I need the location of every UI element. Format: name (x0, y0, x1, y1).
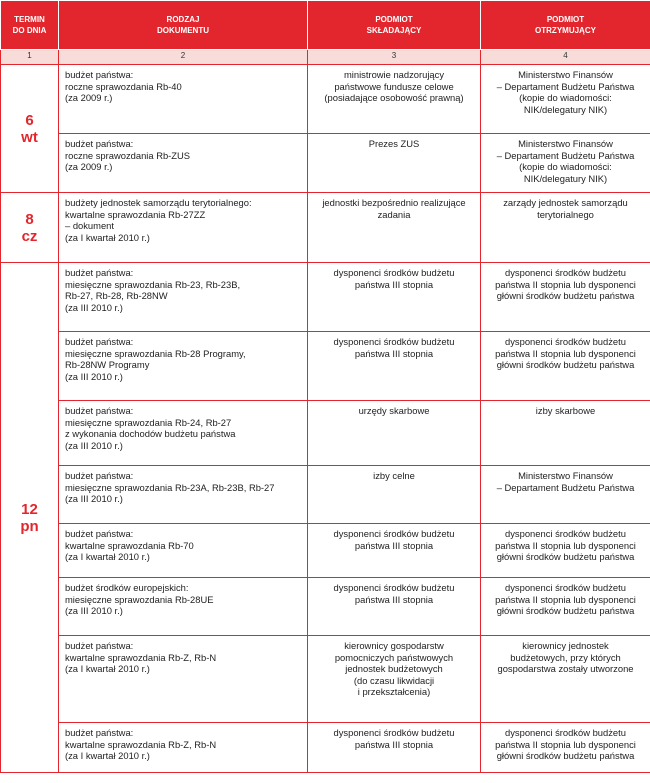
deadline-cell (1, 263, 59, 773)
deadline-cell (1, 193, 59, 263)
table-row (1, 134, 650, 193)
recipient-cell-line: izby skarbowe (535, 405, 596, 416)
document-type-cell-line: – dokument (65, 220, 114, 231)
submitter-cell-line: państwa III stopnia (354, 278, 434, 290)
submitter-cell-line: jednostek budżetowych (345, 663, 443, 674)
document-type-cell-line: budżet państwa: (65, 470, 134, 481)
document-type-cell (59, 524, 308, 578)
submitter-cell-line: zadania (377, 208, 411, 220)
document-type-cell-line: budżet państwa: (65, 69, 134, 80)
document-type-cell-line: miesięczne sprawozdania Rb-23, Rb-23B, (65, 278, 241, 290)
recipient-cell (481, 263, 650, 332)
submitter-cell-line: ministrowie nadzorujący (343, 69, 445, 80)
submitter-cell (308, 193, 481, 263)
submitter-cell-line: dysponenci środków budżetu (333, 528, 455, 539)
document-type-cell (59, 65, 308, 134)
document-type-cell-line: budżet państwa: (65, 138, 134, 149)
submitter-cell-line: jednostki bezpośrednio realizujące (322, 197, 466, 208)
recipient-cell (481, 65, 650, 134)
document-type-cell-line: (za III 2010 r.) (65, 439, 123, 451)
recipient-cell (481, 524, 650, 578)
recipient-cell-line: dysponenci środków budżetu (505, 727, 626, 738)
deadline-cell (1, 65, 59, 193)
document-type-cell-line: z wykonania dochodów budżetu państwa (65, 428, 236, 439)
document-type-cell-line: budżet państwa: (65, 336, 134, 347)
document-type-cell-line: budżet środków europejskich: (65, 582, 189, 593)
document-type-cell (59, 332, 308, 401)
table-row (1, 193, 650, 263)
document-type-cell (59, 134, 308, 193)
column-number: 2 (59, 50, 308, 65)
deadline-weekday: pn (20, 517, 39, 535)
recipient-cell-line: państwa II stopnia lub dysponenci (495, 539, 636, 551)
recipient-cell-line: (kopie do wiadomości: (519, 161, 612, 172)
recipient-cell-line: główni środków budżetu państwa (496, 359, 635, 370)
submitter-cell-line: dysponenci środków budżetu (333, 582, 455, 593)
recipient-cell-line: Ministerstwo Finansów (518, 138, 613, 149)
document-type-cell (59, 466, 308, 524)
document-type-cell-line: kwartalne sprawozdania Rb-Z, Rb-N (65, 738, 217, 750)
document-type-cell-line: budżet państwa: (65, 405, 134, 416)
table-row (1, 401, 650, 466)
submitter-cell-line: (do czasu likwidacji (353, 674, 435, 686)
recipient-cell-line: dysponenci środków budżetu (505, 336, 626, 347)
recipient-cell-line: (kopie do wiadomości: (519, 92, 612, 103)
submitter-cell (308, 524, 481, 578)
submitter-cell-line: pomocniczych państwowych (334, 651, 454, 663)
column-number: 4 (481, 50, 650, 65)
submitter-cell (308, 723, 481, 773)
recipient-cell (481, 723, 650, 773)
document-type-cell-line: (za III 2010 r.) (65, 605, 123, 616)
document-type-cell-line: Rb-28NW Programy (65, 359, 150, 370)
column-number: 1 (1, 50, 59, 65)
submitter-cell (308, 578, 481, 636)
recipient-cell (481, 636, 650, 723)
recipient-cell-line: NIK/delegatury NIK) (523, 172, 608, 184)
document-type-cell-line: (za I kwartał 2010 r.) (65, 551, 150, 562)
table-body (1, 65, 650, 773)
deadline-day-number: 6 (25, 111, 34, 129)
document-type-cell-line: budżet państwa: (65, 528, 134, 539)
table-row (1, 524, 650, 578)
recipient-cell (481, 134, 650, 193)
document-type-cell-line: budżet państwa: (65, 727, 134, 738)
document-type-cell (59, 723, 308, 773)
column-number: 3 (308, 50, 481, 65)
submitter-cell (308, 65, 481, 134)
document-type-cell-line: budżet państwa: (65, 640, 134, 651)
recipient-cell-line: – Departament Budżetu Państwa (496, 481, 635, 493)
document-type-cell (59, 193, 308, 263)
recipient-cell-line: główni środków budżetu państwa (496, 750, 635, 761)
submitter-cell-line: (posiadające osobowość prawną) (324, 92, 464, 103)
table-row (1, 636, 650, 723)
submitter-cell (308, 466, 481, 524)
recipient-cell-line: państwa II stopnia lub dysponenci (495, 593, 636, 605)
document-type-cell-line: miesięczne sprawozdania Rb-28UE (65, 593, 214, 605)
recipient-cell-line: Ministerstwo Finansów (518, 470, 613, 481)
header-submitter: PODMIOT SKŁADAJĄCY (308, 1, 481, 50)
submitter-cell-line: państwa III stopnia (354, 539, 434, 551)
submitter-cell-line: i przekształcenia) (357, 686, 431, 697)
submitter-cell-line: izby celne (373, 470, 415, 481)
header-document-type: RODZAJ DOKUMENTU (59, 1, 308, 50)
document-type-cell (59, 578, 308, 636)
recipient-cell-line: państwa II stopnia lub dysponenci (495, 738, 636, 750)
document-type-cell-line: roczne sprawozdania Rb-40 (65, 80, 182, 92)
document-type-cell-line: Rb-27, Rb-28, Rb-28NW (65, 290, 168, 301)
document-type-cell (59, 263, 308, 332)
submitter-cell-line: państwowe fundusze celowe (334, 80, 454, 92)
recipient-cell-line: – Departament Budżetu Państwa (496, 80, 635, 92)
document-type-cell-line: (za III 2010 r.) (65, 370, 123, 382)
recipient-cell-line: dysponenci środków budżetu (505, 267, 626, 278)
submitter-cell-line: dysponenci środków budżetu (333, 727, 455, 738)
table-row (1, 65, 650, 134)
submitter-cell-line: dysponenci środków budżetu (333, 267, 455, 278)
deadline-weekday: wt (21, 128, 38, 146)
recipient-cell (481, 466, 650, 524)
document-type-cell-line: (za III 2010 r.) (65, 301, 123, 313)
deadline-weekday: cz (21, 227, 38, 245)
recipient-cell-line: dysponenci środków budżetu (505, 582, 626, 593)
recipient-cell-line: główni środków budżetu państwa (496, 551, 635, 562)
recipient-cell-line: dysponenci środków budżetu (505, 528, 626, 539)
document-type-cell-line: roczne sprawozdania Rb-ZUS (65, 149, 191, 161)
deadline-day-number: 12 (21, 500, 38, 518)
submitter-cell-line: kierownicy gospodarstw (344, 640, 444, 651)
document-type-cell (59, 636, 308, 723)
recipient-cell-line: zarządy jednostek samorządu (503, 197, 628, 208)
document-type-cell-line: miesięczne sprawozdania Rb-28 Programy, (65, 347, 246, 359)
submitter-cell (308, 263, 481, 332)
header-recipient: PODMIOT OTRZYMUJĄCY (481, 1, 650, 50)
header-deadline: TERMIN DO DNIA (1, 1, 59, 50)
submitter-cell (308, 134, 481, 193)
column-number-row (1, 50, 650, 65)
submitter-cell-line: państwa III stopnia (354, 593, 434, 605)
recipient-cell-line: NIK/delegatury NIK) (523, 103, 608, 115)
submitter-cell-line: państwa III stopnia (354, 738, 434, 750)
submitter-cell-line: urzędy skarbowe (358, 405, 430, 416)
recipient-cell (481, 193, 650, 263)
document-type-cell-line: (za I kwartał 2010 r.) (65, 750, 150, 761)
document-type-cell-line: budżety jednostek samorządu terytorialnego: (65, 197, 252, 208)
recipient-cell-line: główni środków budżetu państwa (496, 605, 635, 616)
submitter-cell-line: dysponenci środków budżetu (333, 336, 455, 347)
table-row (1, 723, 650, 773)
document-type-cell-line: (za I kwartał 2010 r.) (65, 663, 150, 674)
submitter-cell (308, 401, 481, 466)
document-type-cell-line: kwartalne sprawozdania Rb-Z, Rb-N (65, 651, 217, 663)
recipient-cell-line: gospodarstwa zostały utworzone (497, 663, 634, 674)
document-type-cell (59, 401, 308, 466)
submitter-cell (308, 636, 481, 723)
recipient-cell-line: państwa II stopnia lub dysponenci (495, 347, 636, 359)
table-row (1, 578, 650, 636)
recipient-cell-line: terytorialnego (537, 208, 594, 220)
table-row (1, 466, 650, 524)
recipient-cell (481, 332, 650, 401)
recipient-cell-line: Ministerstwo Finansów (518, 69, 613, 80)
recipient-cell-line: kierownicy jednostek (522, 640, 609, 651)
table-row (1, 332, 650, 401)
table-row (1, 263, 650, 332)
header-row (1, 1, 650, 50)
document-type-cell-line: kwartalne sprawozdania Rb-70 (65, 539, 194, 551)
document-type-cell-line: (za III 2010 r.) (65, 493, 123, 504)
document-type-cell-line: miesięczne sprawozdania Rb-23A, Rb-23B, Rb-27 (65, 481, 275, 493)
recipient-cell-line: główni środków budżetu państwa (496, 290, 635, 301)
document-type-cell-line: budżet państwa: (65, 267, 134, 278)
document-type-cell-line: miesięczne sprawozdania Rb-24, Rb-27 (65, 416, 232, 428)
submitter-cell-line: państwa III stopnia (354, 347, 434, 359)
document-type-cell-line: (za I kwartał 2010 r.) (65, 231, 150, 243)
recipient-cell-line: budżetowych, przy których (510, 651, 621, 663)
recipient-cell-line: – Departament Budżetu Państwa (496, 149, 635, 161)
document-type-cell-line: (za 2009 r.) (65, 92, 113, 103)
recipient-cell (481, 401, 650, 466)
recipient-cell-line: państwa II stopnia lub dysponenci (495, 278, 636, 290)
deadline-day-number: 8 (25, 210, 34, 228)
document-type-cell-line: (za 2009 r.) (65, 161, 113, 172)
submitter-cell-line: Prezes ZUS (368, 138, 420, 149)
document-type-cell-line: kwartalne sprawozdania Rb-27ZZ (65, 208, 206, 220)
submitter-cell (308, 332, 481, 401)
recipient-cell (481, 578, 650, 636)
